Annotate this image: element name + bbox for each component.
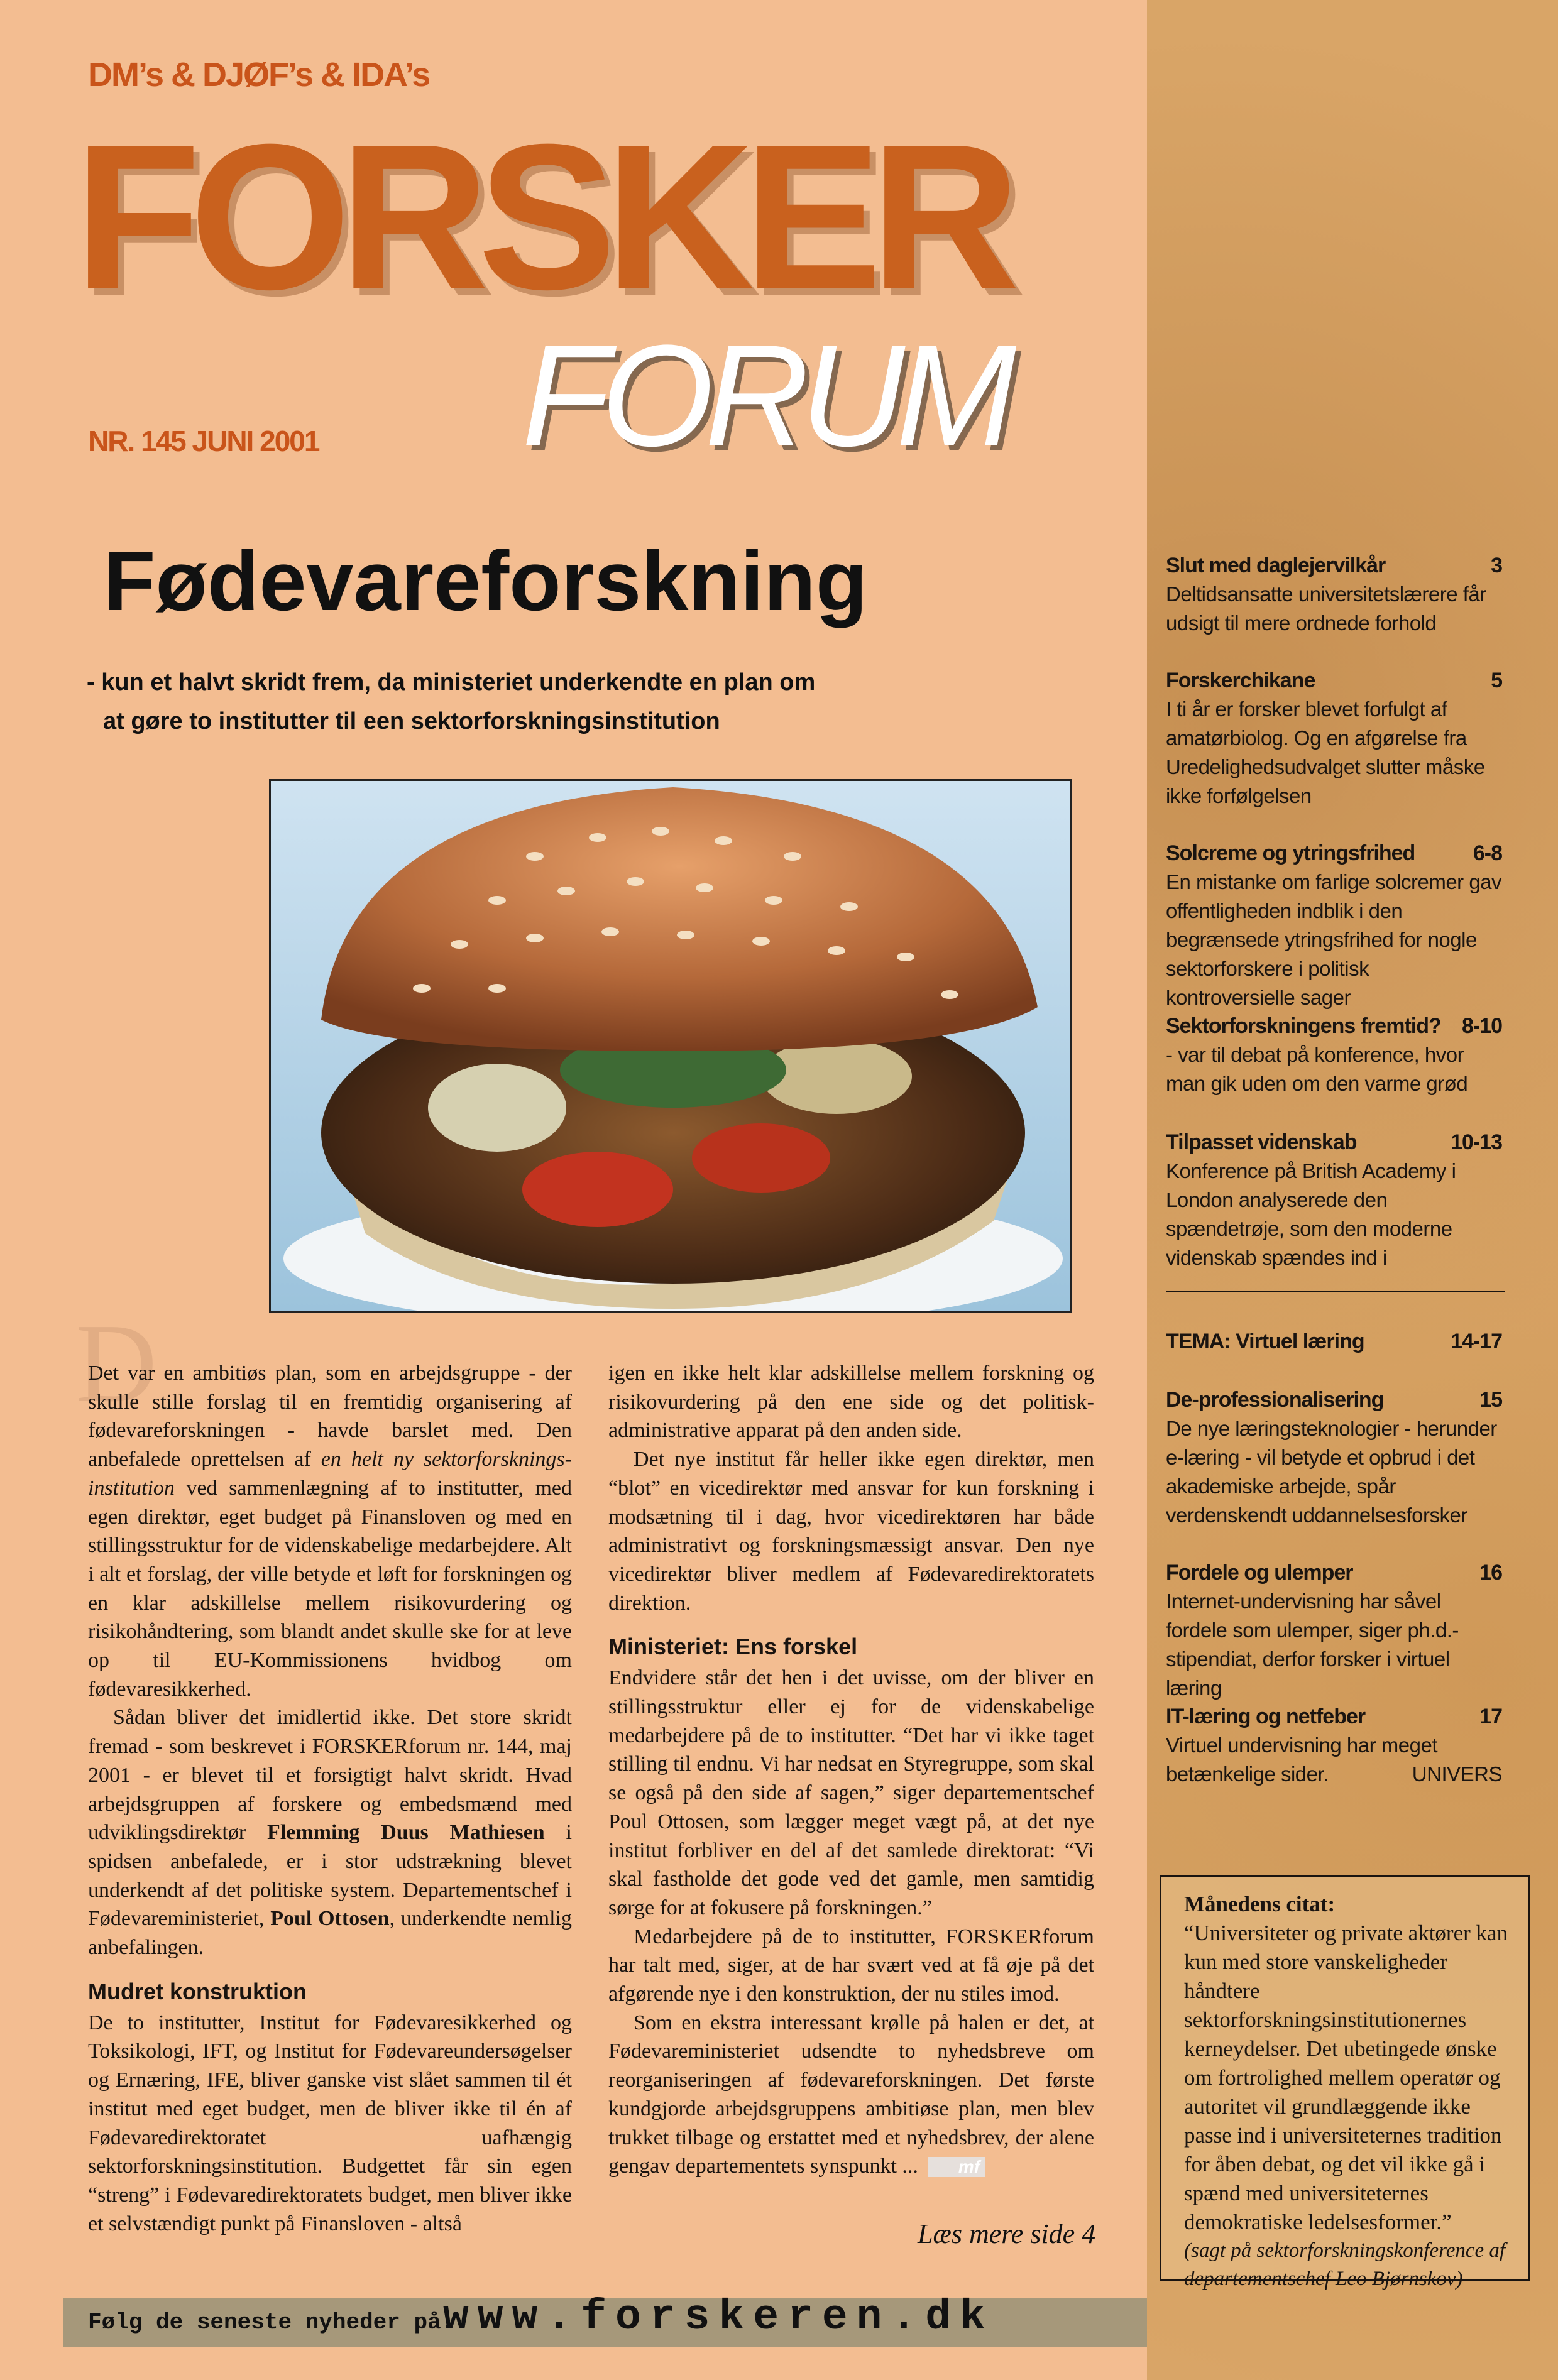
article-paragraph [88,1703,572,1962]
toc-title: Slut med daglejervilkår 3 [1166,551,1502,580]
footer-label: Følg de seneste nyheder på: [88,2310,455,2335]
toc-desc: De nye læringsteknologier - herunder e-læring - vil betyde et opbrud i det akademiske arbejde, spår verdenskendt uddannelsesforsker [1166,1417,1497,1527]
article-paragraph [608,2009,1094,2181]
toc-page: 14-17 [1451,1329,1502,1353]
quote-source: (sagt på sektorforskningskonference af departementschef Leo Bjørnskov) [1184,2239,1506,2290]
article-column-1 [88,1359,572,2238]
toc-desc: Konference på British Academy i London analyserede den spændetrøje, som den moderne videnskab spændes ind i [1166,1159,1456,1269]
toc-page: 6-8 [1473,841,1502,865]
headline: Fødevareforskning [104,533,868,628]
toc-page: 5 [1491,669,1502,692]
toc-entry[interactable] [1166,839,1502,1012]
logo-forum: FORUM [522,315,1008,476]
quote-label: Månedens citat: [1184,1892,1336,1916]
text-run: Som en ekstra interessant krølle på halen er det, at Fødevareministeriet udsendte to nyhedsbreve om reorganiseringen af fødevareforskningen. Det første kundgjorde arbejdsgruppens ambitiøse plan, men blev trukket tilbage og erstattet med et nyhedsbrev, der alene gengav departementets synspunkt ... [608,2011,1094,2178]
burger-illustration [271,781,1070,1311]
toc-divider [1166,1291,1505,1292]
read-more-link[interactable]: Læs mere side 4 [918,2219,1096,2249]
toc-entry[interactable] [1166,1128,1502,1272]
quote-text: “Universiteter og private aktører kan kun med store vanskeligheder håndtere sektorforskningsinstitutionernes kerneydelser. Det ubetingede ønske om fortrolighed mellem operatør og autoritet vil grundlæggende ikke passe ind i universiteternes tradition for åben debat, og det vil ikke gå i spænd med universiteternes demokratiske ledelsesformer.” [1184,1921,1508,2234]
emphasis-text: en helt ny sektorforskningsinstitution [88,1448,572,1500]
toc-entry[interactable] [1166,1012,1502,1098]
person-name: Flemming Duus Mathiesen [267,1821,545,1845]
quote-box [1160,1875,1530,2290]
toc-page: 10-13 [1451,1130,1502,1154]
toc-title: Forskerchikane 5 [1166,666,1502,695]
publisher-line: DM’s & DJØF’s & IDA’s [88,56,430,94]
text-run: ved sammenlægning af to institutter, med egen direktør, eget budget på Finansloven og med en stillingsstruktur for de videnskabelige medarbejdere. Alt i alt et forslag, der ville betyde et løft for forskningen og en klar adskillelse mellem risikovurdering og risikohåndtering, som blandt andet skulle ske for at leve op til EU-Kommissionens hvidbog om fødevaresikkerhed. [88,1476,572,1701]
toc-desc: I ti år er forsker blevet forfulgt af amatørbiolog. Og en afgørelse fra Uredelighedsudvalget slutter måske ikke forfølgelsen [1166,697,1485,807]
toc-title: Fordele og ulemper 16 [1166,1558,1502,1587]
text-run: , underkendte nemlig anbefalingen. [88,1907,572,1960]
text-run: i spidsen anbefalede, er i stor udstrækning blevet underkendt af det politiske system. Departementschef i Fødevareministeriet, [88,1821,573,1931]
toc-desc: En mistanke om farlige solcremer gav offentligheden indblik i den begrænsede ytringsfrihed for nogle sektorforskere i politisk kontroversielle sager [1166,870,1502,1009]
text-run: Det var en ambitiøs plan, som en arbejdsgruppe - der skulle stille forslag til en fremtidig organisering af fødevareforskningen - havde barslet med. Den anbefalede oprettelsen af [88,1362,572,1471]
article-paragraph: Endvidere står det hen i det uvisse, om der bliver en stillingsstruktur eller ej for de videnskabelige medarbejdere på de to institutter. “Det har vi ikke taget stilling til endnu. Vi har nedsat en Styregruppe, som skal se også på den side af sagen,” siger departementschef Poul Ottosen, som lægger meget vægt på, at det nye institut forbliver en del af det samlede direktorat: “Vi skal fastholde det gode ved det gamle, men samtidig sørge for at fokusere på forskningen.” [608,1666,1094,1919]
article-paragraph: De to institutter, Institut for Fødevaresikkerhed og Toksikologi, IFT, og Institut for Fødevareundersøgelser og Ernæring, IFE, bliver ganske vist slået sammen til ét institut med eget budget, men de bliver ikke til én af Fødevaredirektoratet uafhængig sektorforskningsinstitution. Budgettet får sin egen “streng” i Fødevaredirektoratets budget, men bliver ikke et selvstændigt punkt på Finansloven - altså [88,2011,572,2235]
toc-title: De-professionalisering 15 [1166,1385,1502,1414]
toc-entry[interactable] [1166,1327,1502,1356]
toc-desc: Deltidsansatte universitetslærere får udsigt til mere ordnede forhold [1166,582,1486,635]
person-name: Poul Ottosen [270,1907,390,1931]
text-run: Sådan bliver det imidlertid ikke. Det store skridt fremad - som beskrevet i FORSKERforum nr. 144, maj 2001 - er blevet til et forsigtigt halvt skridt. Hvad arbejdsgruppen af forskere og embedsmænd med udviklingsdirektør [88,1706,572,1845]
drop-cap: D [75,1301,157,1426]
toc-page: 16 [1479,1561,1502,1585]
toc-page: 15 [1479,1388,1502,1412]
article-paragraph [88,1359,572,1703]
toc-title: Sektorforskningens fremtid? 8-10 [1166,1012,1502,1040]
author-signature: mf [928,2157,985,2177]
article-paragraph: igen en ikke helt klar adskillelse mellem forskning og risikovurdering på den ene side og det politisk-administrative apparat på den anden side. [608,1362,1094,1443]
article-paragraph: Medarbejdere på de to institutter, FORSKERforum har talt med, siger, at de har svært ved at få øje på det afgørende nye i den konstruktion, der nu stiles imod. [608,1924,1094,2006]
logo-forsker: FORSKER [74,101,1009,332]
toc-desc: Internet-undervisning har såvel fordele som ulemper, siger ph.d.-stipendiat, derfor forsker i virtuel læring [1166,1590,1459,1700]
subhead-line-2: at gøre to institutter til een sektorforskningsinstitution [103,708,720,734]
toc-entry[interactable] [1166,666,1502,811]
toc-desc-tag: UNIVERS [1412,1762,1502,1786]
toc-entry[interactable] [1166,1558,1502,1703]
subhead [87,663,967,741]
article-paragraph: Det nye institut får heller ikke egen direktør, men “blot” en vicedirektør med ansvar for kun forskning i modsætning til i dag, hvor vicedirektøren har både administrativt og forskningsmæssigt ansvar. Den nye vicedirektør bliver medlem af Fødevaredirektoratets direktion. [608,1448,1094,1615]
toc-page: 3 [1491,554,1502,577]
toc-entry[interactable] [1166,551,1502,638]
toc-page: 17 [1479,1705,1502,1728]
footer-url-link[interactable]: www.forskeren.dk [443,2293,994,2342]
toc-title: TEMA: Virtuel læring 14-17 [1166,1327,1502,1356]
toc-page: 8-10 [1461,1014,1502,1038]
toc-title: IT-læring og netfeber 17 [1166,1702,1502,1731]
toc-desc: - var til debat på konference, hvor man gik uden om den varme grød [1166,1043,1468,1095]
toc-entry[interactable] [1166,1702,1502,1789]
article-subheading: Ministeriet: Ens forskel [608,1634,858,1660]
article-column-2 [608,1359,1094,2181]
toc-desc: Virtuel undervisning har meget betænkelige sider. UNIVERS [1166,1731,1502,1789]
toc-title: Solcreme og ytringsfrihed 6-8 [1166,839,1502,868]
toc-entry[interactable] [1166,1385,1502,1530]
burger-photo [269,779,1072,1313]
issue-number: NR. 145 JUNI 2001 [88,425,319,457]
article-subheading: Mudret konstruktion [88,1978,307,2004]
toc-title: Tilpasset videnskab 10-13 [1166,1128,1502,1157]
subhead-line-1: - kun et halvt skridt frem, da ministeriet underkendte en plan om [87,669,816,696]
